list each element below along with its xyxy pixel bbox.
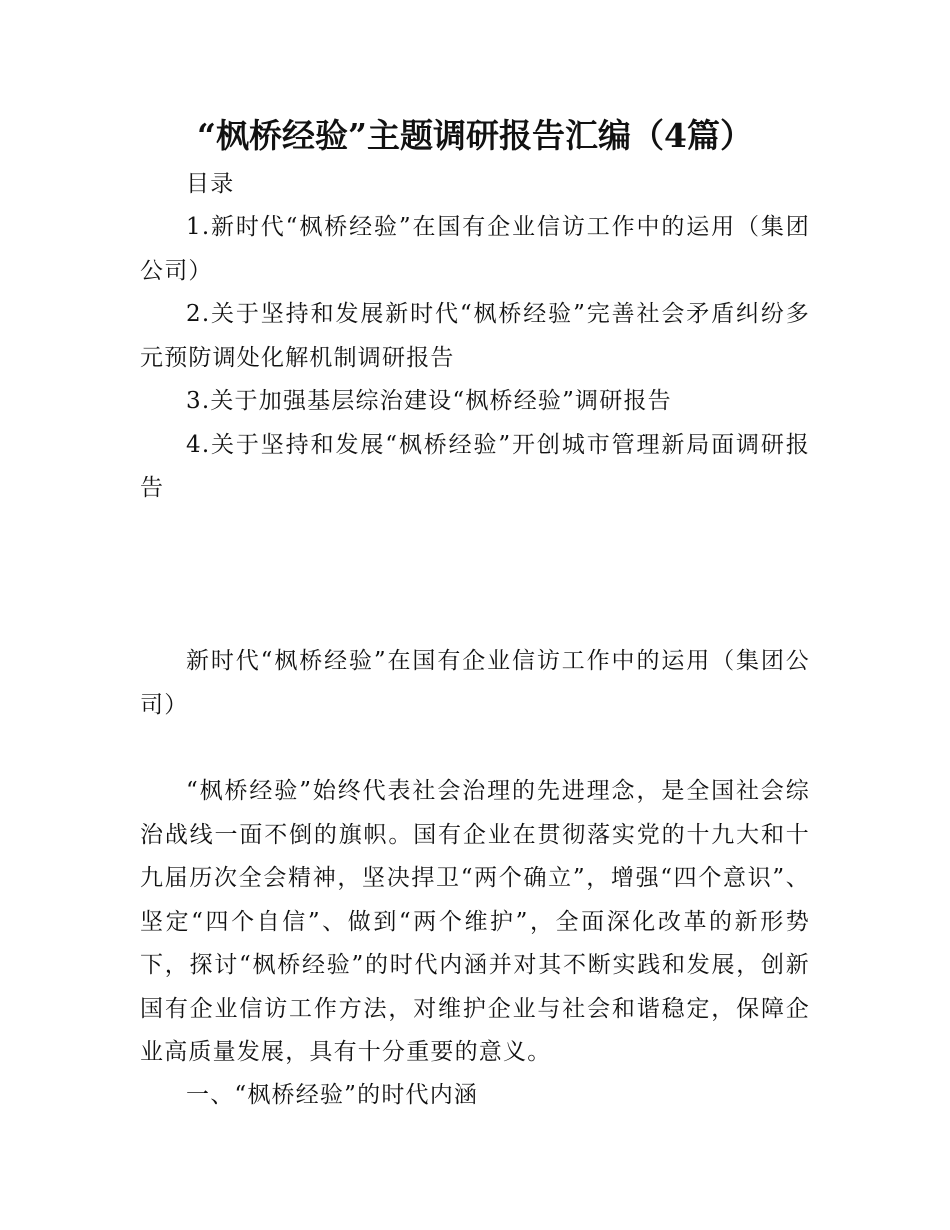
article-title: 新时代“枫桥经验”在国有企业信访工作中的运用（集团公司） [140, 648, 810, 718]
section-1-heading: 一、“枫桥经验”的时代内涵 [186, 1082, 479, 1108]
toc-list [140, 206, 810, 511]
toc-item-2: 2.关于坚持和发展新时代“枫桥经验”完善社会矛盾纠纷多元预防调处化解机制调研报告 [140, 301, 810, 371]
document-title: “枫桥经验”主题调研报告汇编（4篇） [197, 116, 753, 155]
toc-heading: 目录 [186, 171, 235, 197]
article-intro-paragraph: “枫桥经验”始终代表社会治理的先进理念，是全国社会综治战线一面不倒的旗帜。国有企业在贯彻落实党的十九大和十九届历次全会精神，坚决捍卫“两个确立”，增强“四个意识”、坚定“四个自信”、做到“两个维护”，全面深化改革的新形势下，探讨“枫桥经验”的时代内涵并对其不断实践和发展，创新国有企业信访工作方法，对维护企业与社会和谐稳定，保障企业高质量发展，具有十分重要的意义。 [140, 778, 810, 1065]
toc-item-4: 4.关于坚持和发展“枫桥经验”开创城市管理新局面调研报告 [140, 431, 810, 501]
toc-item-3: 3.关于加强基层综治建设“枫桥经验”调研报告 [186, 388, 672, 414]
toc-item-1: 1.新时代“枫桥经验”在国有企业信访工作中的运用（集团公司） [140, 214, 810, 284]
